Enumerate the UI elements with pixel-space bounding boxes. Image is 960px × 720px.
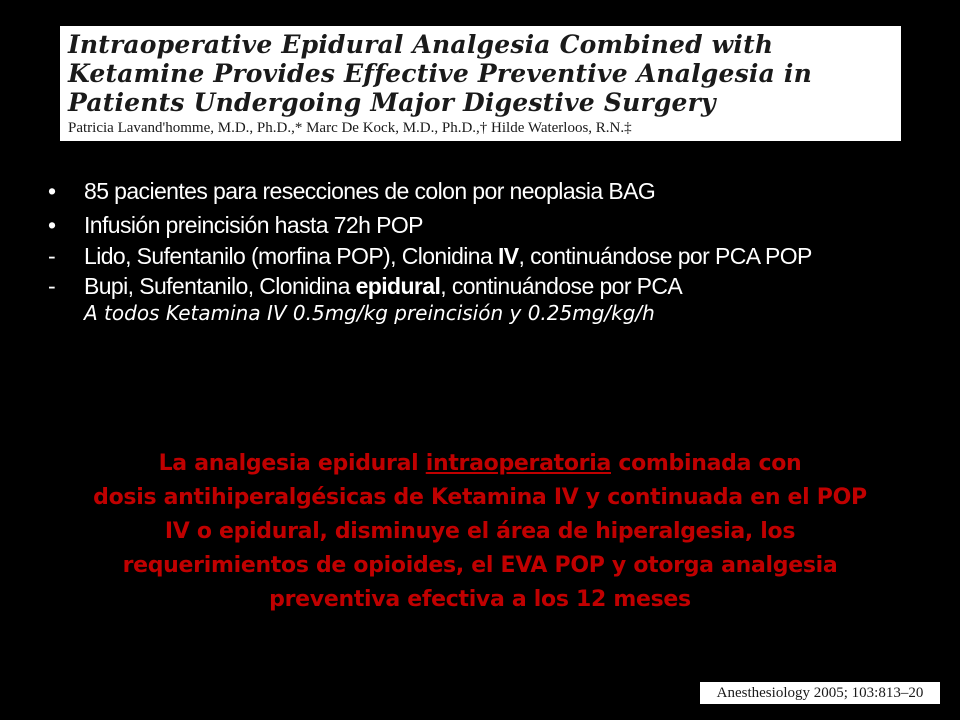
conclusion-line-3: IV o epidural, disminuye el área de hiperalgesia, los [164, 519, 796, 544]
study-summary-list [48, 178, 928, 326]
list-item [48, 273, 928, 299]
list-item [48, 178, 928, 204]
list-item-text: 85 pacientes para resecciones de colon por neoplasia BAG [84, 178, 656, 204]
list-item [48, 243, 928, 269]
dash-marker: - [48, 243, 56, 269]
bullet-marker: • [48, 178, 56, 204]
list-item-text: , continuándose por PCA POP [518, 243, 812, 269]
conclusion-line-1 [20, 447, 940, 481]
conclusion-line-5: preventiva efectiva a los 12 meses [269, 587, 691, 612]
conclusion-text [20, 447, 940, 617]
dash-marker: - [48, 273, 56, 299]
emphasis-text: IV [498, 243, 519, 269]
article-authors: Patricia Lavand'homme, M.D., Ph.D.,* Marc De Kock, M.D., Ph.D.,† Hilde Waterloos, R.N.‡ [68, 120, 632, 136]
conclusion-line-4: requerimientos de opioides, el EVA POP y otorga analgesia [122, 553, 838, 578]
list-item-text: Lido, Sufentanilo (morfina POP), Clonidina [84, 243, 498, 269]
conclusion-text-part: La analgesia epidural [158, 451, 426, 476]
journal-citation: Anesthesiology 2005; 103:813–20 [700, 682, 940, 704]
article-title-line-2: Ketamine Provides Effective Preventive Analgesia in [68, 59, 812, 88]
conclusion-line-2: dosis antihiperalgésicas de Ketamina IV y continuada en el POP [93, 485, 867, 510]
emphasis-text: epidural [355, 273, 441, 299]
ketamine-note: A todos Ketamina IV 0.5mg/kg preincisión y 0.25mg/kg/h [84, 301, 655, 325]
list-item-text: Infusión preincisión hasta 72h POP [84, 212, 423, 238]
bullet-marker: • [48, 212, 56, 238]
list-item-text: , continuándose por PCA [440, 273, 683, 299]
article-title-line-3: Patients Undergoing Major Digestive Surgery [68, 88, 716, 117]
list-item [48, 212, 928, 238]
list-item-text: Bupi, Sufentanilo, Clonidina [84, 273, 356, 299]
conclusion-text-part: combinada con [611, 451, 802, 476]
underlined-term: intraoperatoria [425, 451, 611, 476]
article-title-image [60, 26, 901, 141]
article-title-line-1: Intraoperative Epidural Analgesia Combined with [68, 30, 774, 59]
